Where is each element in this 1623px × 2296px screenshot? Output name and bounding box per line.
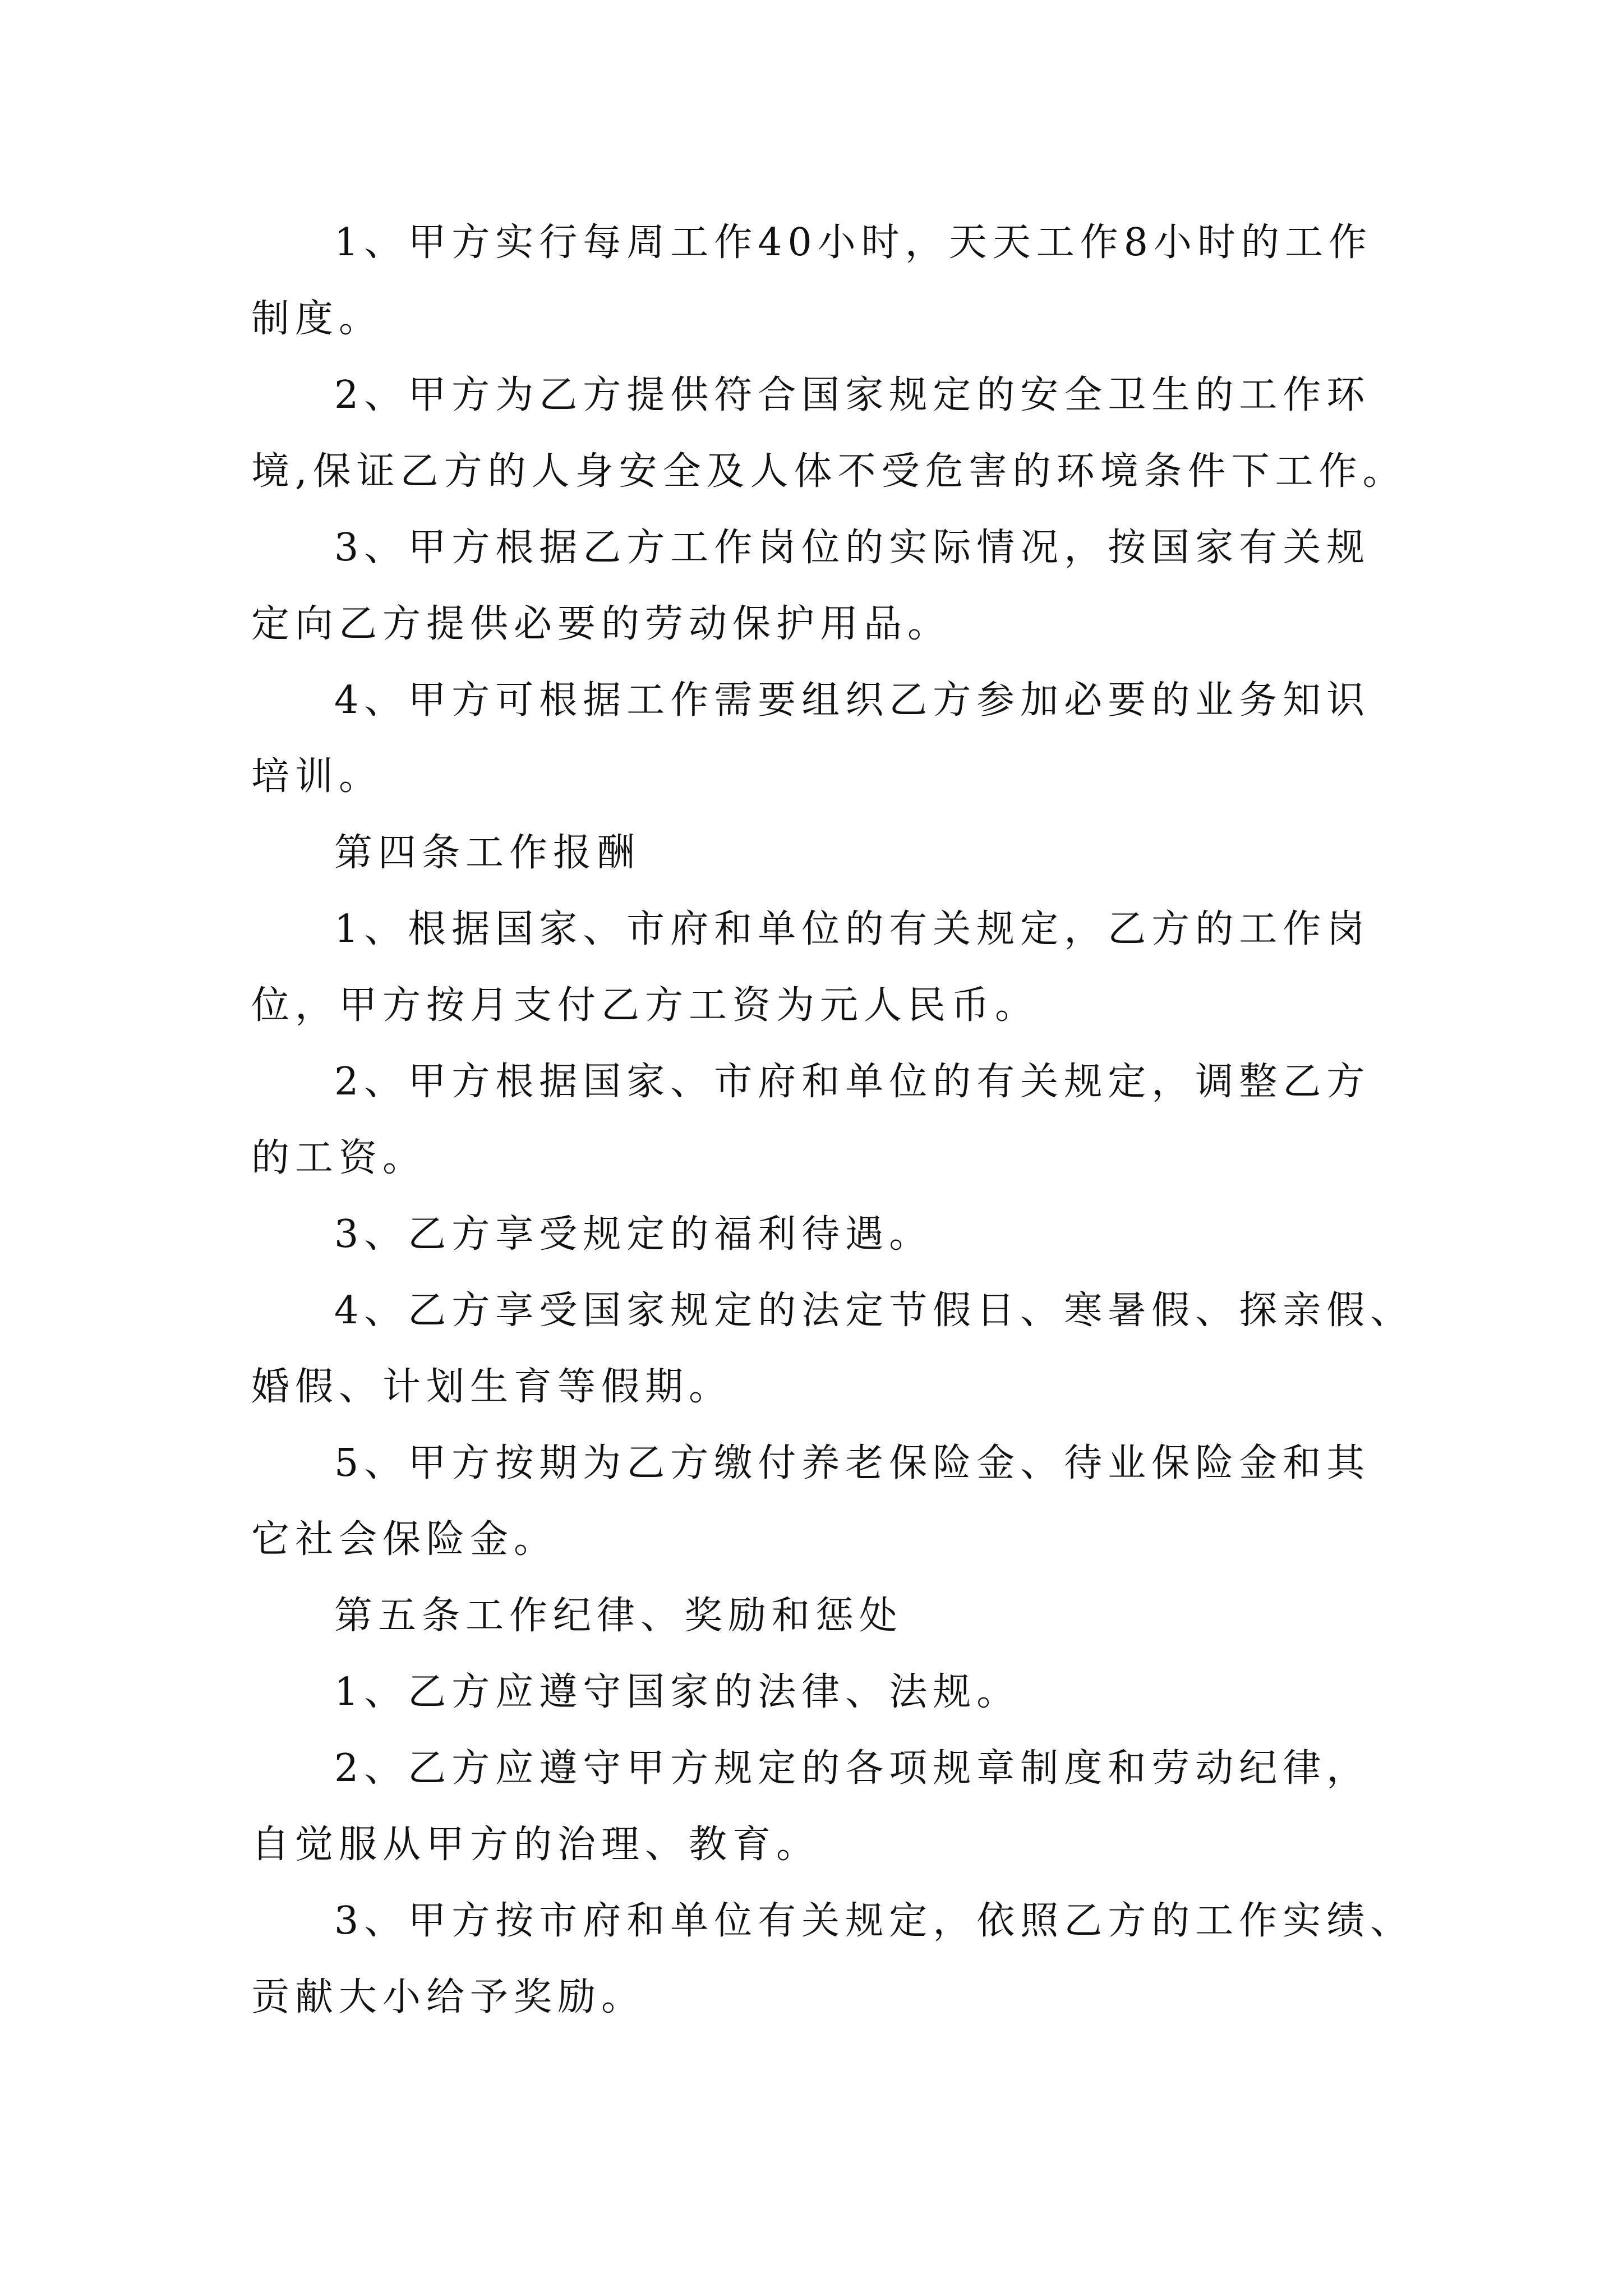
paragraph-line: 1、乙方应遵守国家的法律、法规。 [334,1670,1021,1714]
paragraph-line: 4、甲方可根据工作需要组织乙方参加必要的业务知识 [334,678,1371,723]
paragraph-line: 定向乙方提供必要的劳动保护用品。 [251,602,952,646]
section-heading: 第五条工作纪律、奖励和惩处 [334,1594,903,1638]
paragraph-line: 1、根据国家、市府和单位的有关规定，乙方的工作岗 [334,907,1371,951]
paragraph-line: 位，甲方按月支付乙方工资为元人民币。 [251,983,1039,1028]
paragraph-line: 2、甲方根据国家、市府和单位的有关规定，调整乙方 [334,1060,1371,1104]
paragraph-line: 境,保证乙方的人身安全及人体不受危害的环境条件下工作。 [251,449,1407,494]
paragraph-line: 5、甲方按期为乙方缴付养老保险金、待业保险金和其 [334,1441,1371,1485]
paragraph-line: 3、乙方享受规定的福利待遇。 [334,1212,933,1257]
paragraph-line: 3、甲方根据乙方工作岗位的实际情况，按国家有关规 [334,526,1371,570]
paragraph-line: 贡献大小给予奖励。 [251,1975,645,2019]
paragraph-line: 1、甲方实行每周工作40小时，天天工作8小时的工作 [334,220,1373,265]
paragraph-line: 婚假、计划生育等假期。 [251,1365,733,1409]
paragraph-line: 自觉服从甲方的治理、教育。 [251,1823,820,1867]
paragraph-line: 2、乙方应遵守甲方规定的各项规章制度和劳动纪律， [334,1746,1371,1791]
paragraph-line: 它社会保险金。 [251,1517,558,1562]
paragraph-line: 2、甲方为乙方提供符合国家规定的安全卫生的工作环 [334,373,1371,417]
section-heading: 第四条工作报酬 [334,831,641,875]
paragraph-line: 培训。 [251,754,383,799]
paragraph-line: 的工资。 [251,1136,427,1180]
paragraph-line: 3、甲方按市府和单位有关规定，依照乙方的工作实绩、 [334,1899,1414,1943]
paragraph-line: 4、乙方享受国家规定的法定节假日、寒暑假、探亲假、 [334,1289,1414,1333]
paragraph-line: 制度。 [251,297,383,341]
